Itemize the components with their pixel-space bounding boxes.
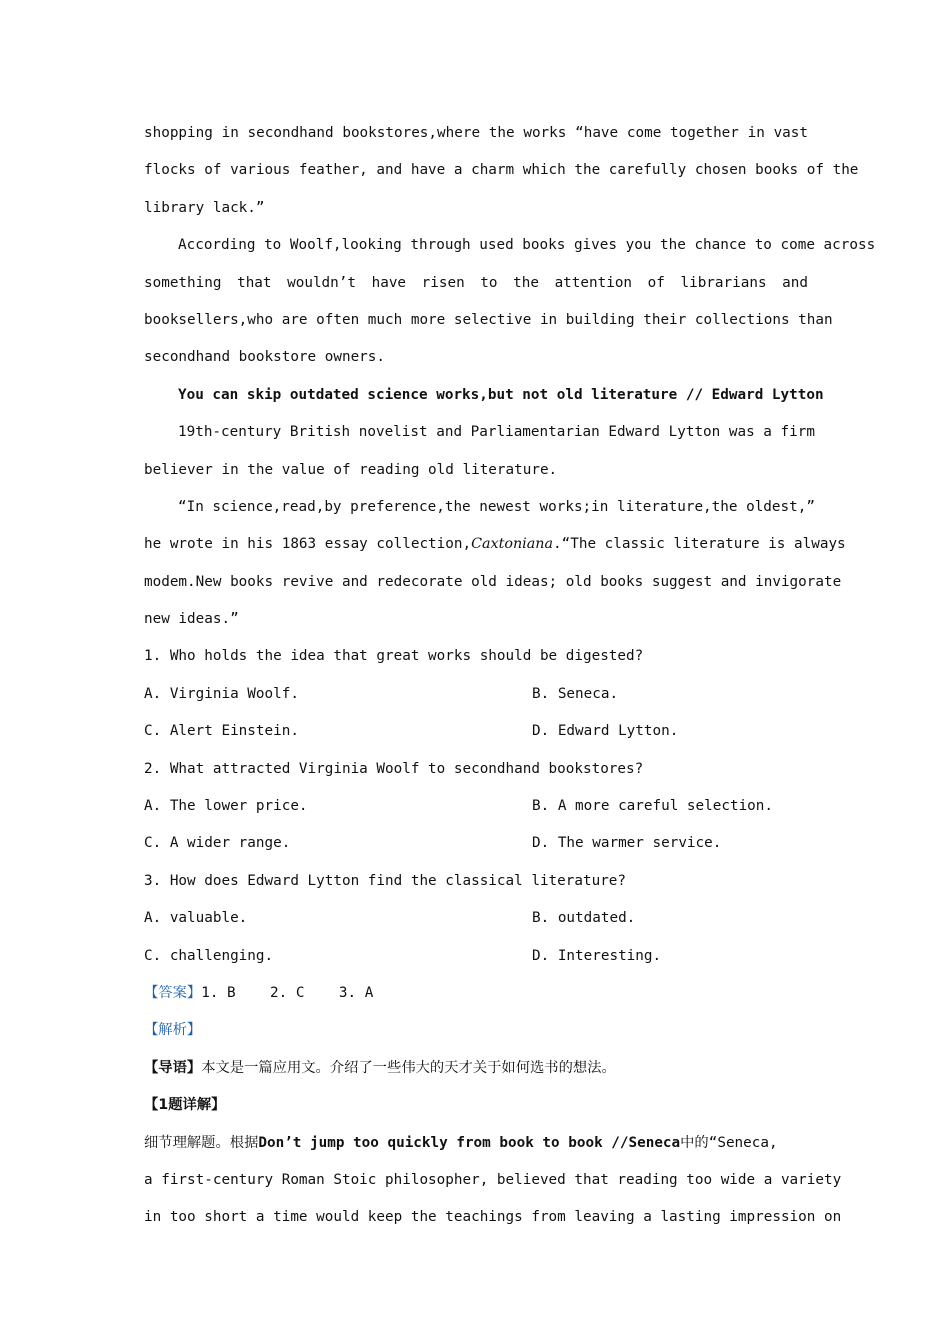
section-heading: You can skip outdated science works,but not old literature // Edward Lytton (178, 386, 824, 403)
option-b: B. outdated. (532, 910, 636, 927)
passage-line: shopping in secondhand bookstores,where the works “have come together in vast (144, 125, 808, 141)
passage-text: .“The classic literature is always (553, 536, 846, 553)
option-row (144, 713, 808, 750)
answer-tag: 【答案】 (144, 984, 202, 1001)
passage-line: booksellers,who are often much more selective in building their collections than (144, 311, 833, 328)
book-title: Caxtoniana (471, 536, 554, 553)
passage-line: According to Woolf,looking through used books gives you the chance to come across (178, 237, 876, 254)
passage-line: flocks of various feather, and have a charm which the carefully chosen books of the (144, 162, 859, 179)
detail-rest: “Seneca, (708, 1134, 778, 1151)
option-a: A. Virginia Woolf. (144, 685, 299, 702)
option-d: D. The warmer service. (532, 835, 722, 852)
passage-text: he wrote in his 1863 essay collection, (144, 536, 472, 553)
passage-line: something that wouldn’t have risen to the attention of librarians and (144, 274, 808, 291)
option-d: D. Interesting. (532, 947, 662, 964)
option-b: B. A more careful selection. (532, 798, 774, 815)
detail-line: a first-century Roman Stoic philosopher, believed that reading too wide a variety (144, 1171, 842, 1188)
option-a: A. valuable. (144, 910, 248, 927)
analysis-tag: 【解析】 (144, 1022, 202, 1039)
option-a: A. The lower price. (144, 798, 308, 815)
option-row (144, 676, 808, 713)
option-row (144, 788, 808, 825)
answer-line (144, 975, 808, 1012)
passage-line: new ideas.” (144, 611, 239, 628)
option-row (144, 900, 808, 937)
detail-tag: 【1题详解】 (144, 1097, 226, 1114)
option-b: B. Seneca. (532, 685, 619, 702)
passage-line: library lack.” (144, 199, 265, 216)
passage-line: modem.New books revive and redecorate old ideas; old books suggest and invigorate (144, 573, 842, 590)
passage-line: believer in the value of reading old literature. (144, 461, 558, 478)
passage-line (144, 526, 846, 563)
passage-line: 19th-century British novelist and Parliamentarian Edward Lytton was a firm (178, 424, 815, 441)
question-stem: 2. What attracted Virginia Woolf to secondhand bookstores? (144, 760, 644, 777)
detail-line: in too short a time would keep the teachings from leaving a lasting impression on (144, 1209, 842, 1226)
answer-text: 1. B 2. C 3. A (201, 984, 374, 1001)
option-c: C. challenging. (144, 947, 274, 964)
detail-prefix: 细节理解题。根据 (144, 1134, 259, 1151)
passage-line: “In science,read,by preference,the newest works;in literature,the oldest,” (178, 498, 815, 515)
guide-tag: 【导语】 (144, 1059, 202, 1076)
guide-line (144, 1050, 808, 1087)
detail-bold: Don’t jump too quickly from book to book //Seneca (258, 1134, 681, 1151)
question-stem: 1. Who holds the idea that great works should be digested? (144, 648, 644, 665)
option-row (144, 938, 808, 975)
option-c: C. Alert Einstein. (144, 723, 299, 740)
passage-line: secondhand bookstore owners. (144, 349, 386, 366)
question-stem: 3. How does Edward Lytton find the classical literature? (144, 872, 627, 889)
document-page (144, 115, 876, 1237)
guide-text: 本文是一篇应用文。介绍了一些伟大的天才关于如何选书的想法。 (201, 1059, 616, 1076)
detail-mid: 中的 (680, 1134, 709, 1151)
option-row (144, 825, 808, 862)
detail-line (144, 1125, 808, 1162)
option-d: D. Edward Lytton. (532, 723, 679, 740)
option-c: C. A wider range. (144, 835, 291, 852)
